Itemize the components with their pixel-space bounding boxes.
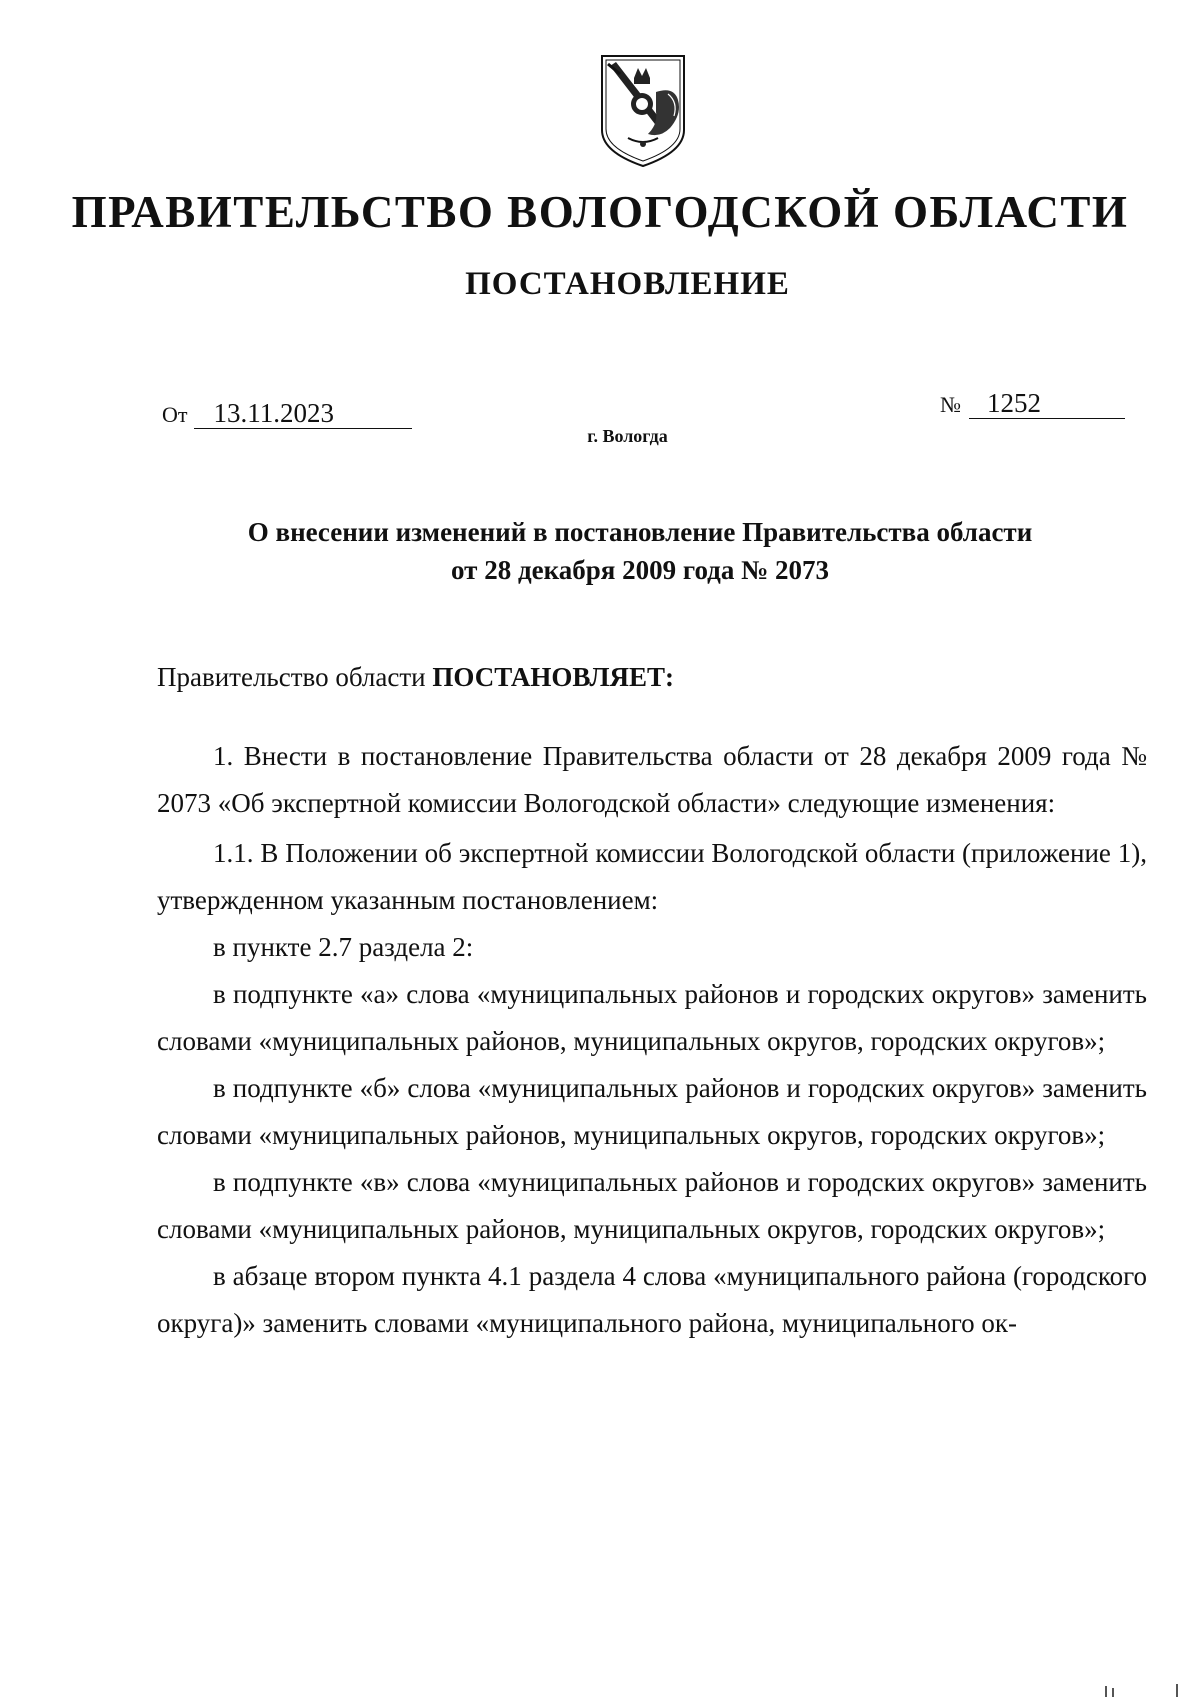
date-value: 13.11.2023: [194, 398, 412, 429]
paragraph-subpoint-v: в подпункте «в» слова «муниципальных районов и городских округов» заменить словами «муниципальных районов, муниципальных округов, городских округов»;: [157, 1167, 1147, 1244]
resolves-keyword: ПОСТАНОВЛЯЕТ:: [432, 662, 674, 692]
paragraph-4-1: в абзаце втором пункта 4.1 раздела 4 слова «муниципального района (городского округа)» заменить словами «муниципального района, муниципального ок-: [157, 1261, 1147, 1338]
paragraph-1-1: 1.1. В Положении об экспертной комиссии Вологодской области (приложение 1), утвержденном указанным постановлением:: [157, 838, 1147, 915]
document-date: [162, 398, 412, 429]
city-label: г. Вологда: [587, 426, 668, 446]
document-number: [940, 388, 1125, 419]
subject-line-2: от 28 декабря 2009 года № 2073: [451, 555, 829, 585]
document-subject: [160, 513, 1120, 589]
scan-artifact: [1112, 1688, 1114, 1697]
paragraph-subpoint-b: в подпункте «б» слова «муниципальных районов и городских округов» заменить словами «муниципальных районов, муниципальных округов, городских округов»;: [157, 1073, 1147, 1150]
scan-artifact: [1105, 1686, 1107, 1697]
resolves-clause: [157, 662, 674, 693]
paragraph-1: 1. Внести в постановление Правительства области от 28 декабря 2009 года № 2073 «Об экспертной комиссии Вологодской области» следующие изменения:: [157, 741, 1147, 818]
document-type: ПОСТАНОВЛЕНИЕ: [465, 266, 790, 302]
coat-of-arms-icon: [598, 52, 688, 170]
resolves-lead-text: Правительство области: [157, 662, 433, 692]
date-prefix: От: [162, 402, 188, 427]
organization-title: ПРАВИТЕЛЬСТВО ВОЛОГОДСКОЙ ОБЛАСТИ: [71, 187, 1129, 237]
document-body: [157, 733, 1147, 1347]
number-value: 1252: [969, 388, 1125, 419]
number-prefix: №: [940, 392, 961, 417]
scan-artifact: [1176, 1684, 1178, 1697]
paragraph-subpoint-a: в подпункте «а» слова «муниципальных районов и городских округов» заменить словами «муниципальных районов, муниципальных округов, городских округов»;: [157, 979, 1147, 1056]
subject-line-1: О внесении изменений в постановление Правительства области: [247, 517, 1033, 547]
paragraph-2-7: в пункте 2.7 раздела 2:: [213, 932, 474, 962]
